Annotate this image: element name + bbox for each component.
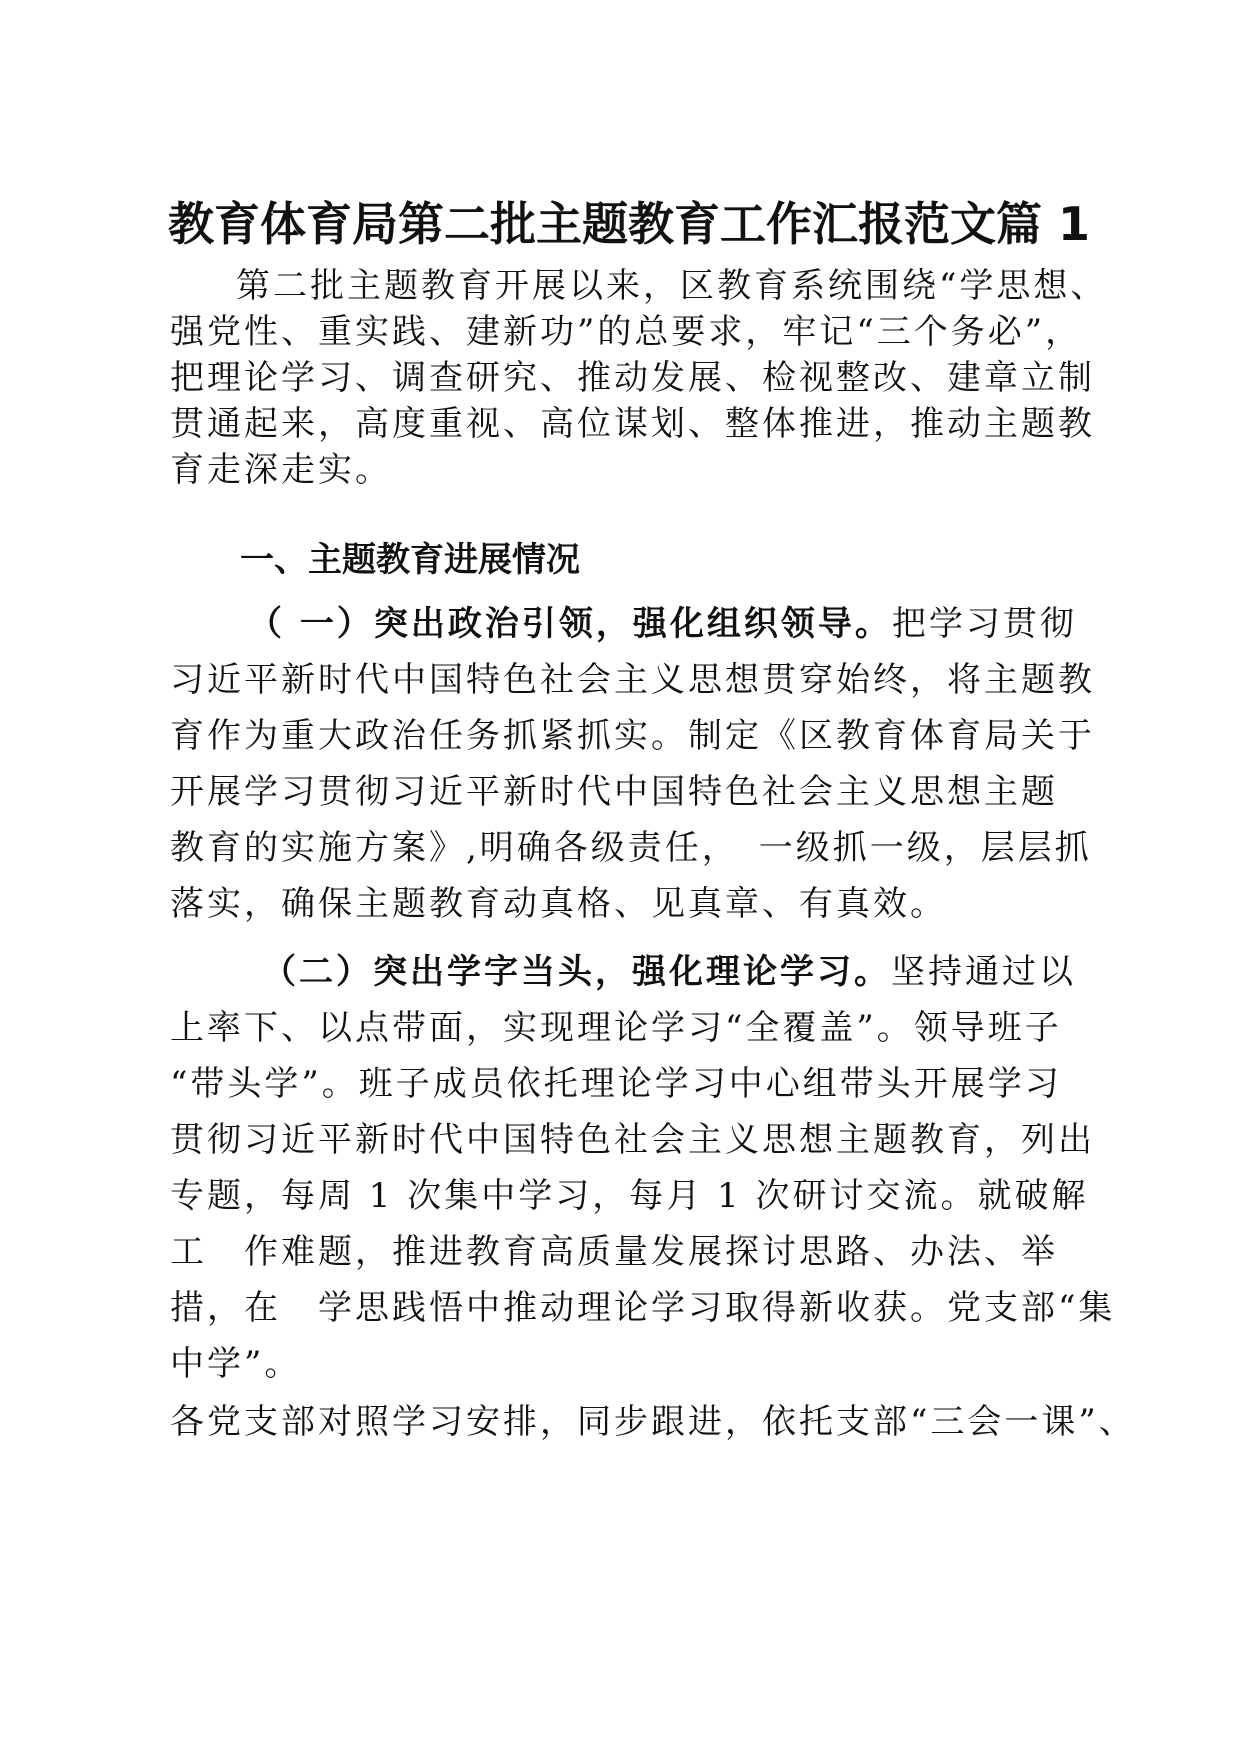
sub1-line-3: 育作为重大政治任务抓紧抓实。制定《区教育体育局关于 [170,716,1095,756]
sub1-line-5: 教育的实施方案》,明确各级责任， 一级抓一级，层层抓 [170,828,1092,868]
sub2-first-line [262,948,1076,996]
sub1-first-line [248,600,1077,648]
sub1-line-4: 开展学习贯彻习近平新时代中国特色社会主义思想主题 [170,772,1058,812]
sub2-line-5: 专题，每周 1 次集中学习，每月 1 次研讨交流。就破解 [170,1176,1089,1216]
sub2-line-8: 中学”。 [170,1344,302,1384]
sub1-line-1: 把学习贯彻 [891,604,1077,644]
sub2-lead: （二）突出学字当头，强化理论学习。 [262,952,891,992]
sub1-lead: （ 一）突出政治引领，强化组织领导。 [248,604,892,644]
sub2-line-3: “带头学”。班子成员依托理论学习中心组带头开展学习 [170,1064,1062,1104]
document-title: 教育体育局第二批主题教育工作汇报范文篇 1 [168,197,1091,251]
section-heading-1: 一、主题教育进展情况 [240,540,580,580]
intro-line-5: 育走深走实。 [170,450,392,490]
intro-line-3: 把理论学习、调查研究、推动发展、检视整改、建章立制 [170,358,1095,398]
sub2-line-1: 坚持通过以 [891,952,1076,992]
sub2-line-2: 上率下、以点带面，实现理论学习“全覆盖”。领导班子 [170,1008,1062,1048]
tail-line: 各党支部对照学习安排，同步跟进，依托支部“三会一课”、 [170,1402,1136,1442]
sub2-line-4: 贯彻习近平新时代中国特色社会主义思想主题教育，列出 [170,1120,1095,1160]
intro-line-2: 强党性、重实践、建新功”的总要求，牢记“三个务必”， [170,312,1083,352]
intro-line-4: 贯通起来，高度重视、高位谋划、整体推进，推动主题教 [170,404,1095,444]
sub1-line-2: 习近平新时代中国特色社会主义思想贯穿始终，将主题教 [170,660,1095,700]
sub2-line-6: 工 作难题，推进教育高质量发展探讨思路、办法、举 [170,1232,1058,1272]
sub2-line-7: 措，在 学思践悟中推动理论学习取得新收获。党支部“集 [170,1288,1116,1328]
sub1-line-6: 落实，确保主题教育动真格、见真章、有真效。 [170,884,947,924]
intro-line-1: 第二批主题教育开展以来，区教育系统围绕“学思想、 [236,266,1108,306]
